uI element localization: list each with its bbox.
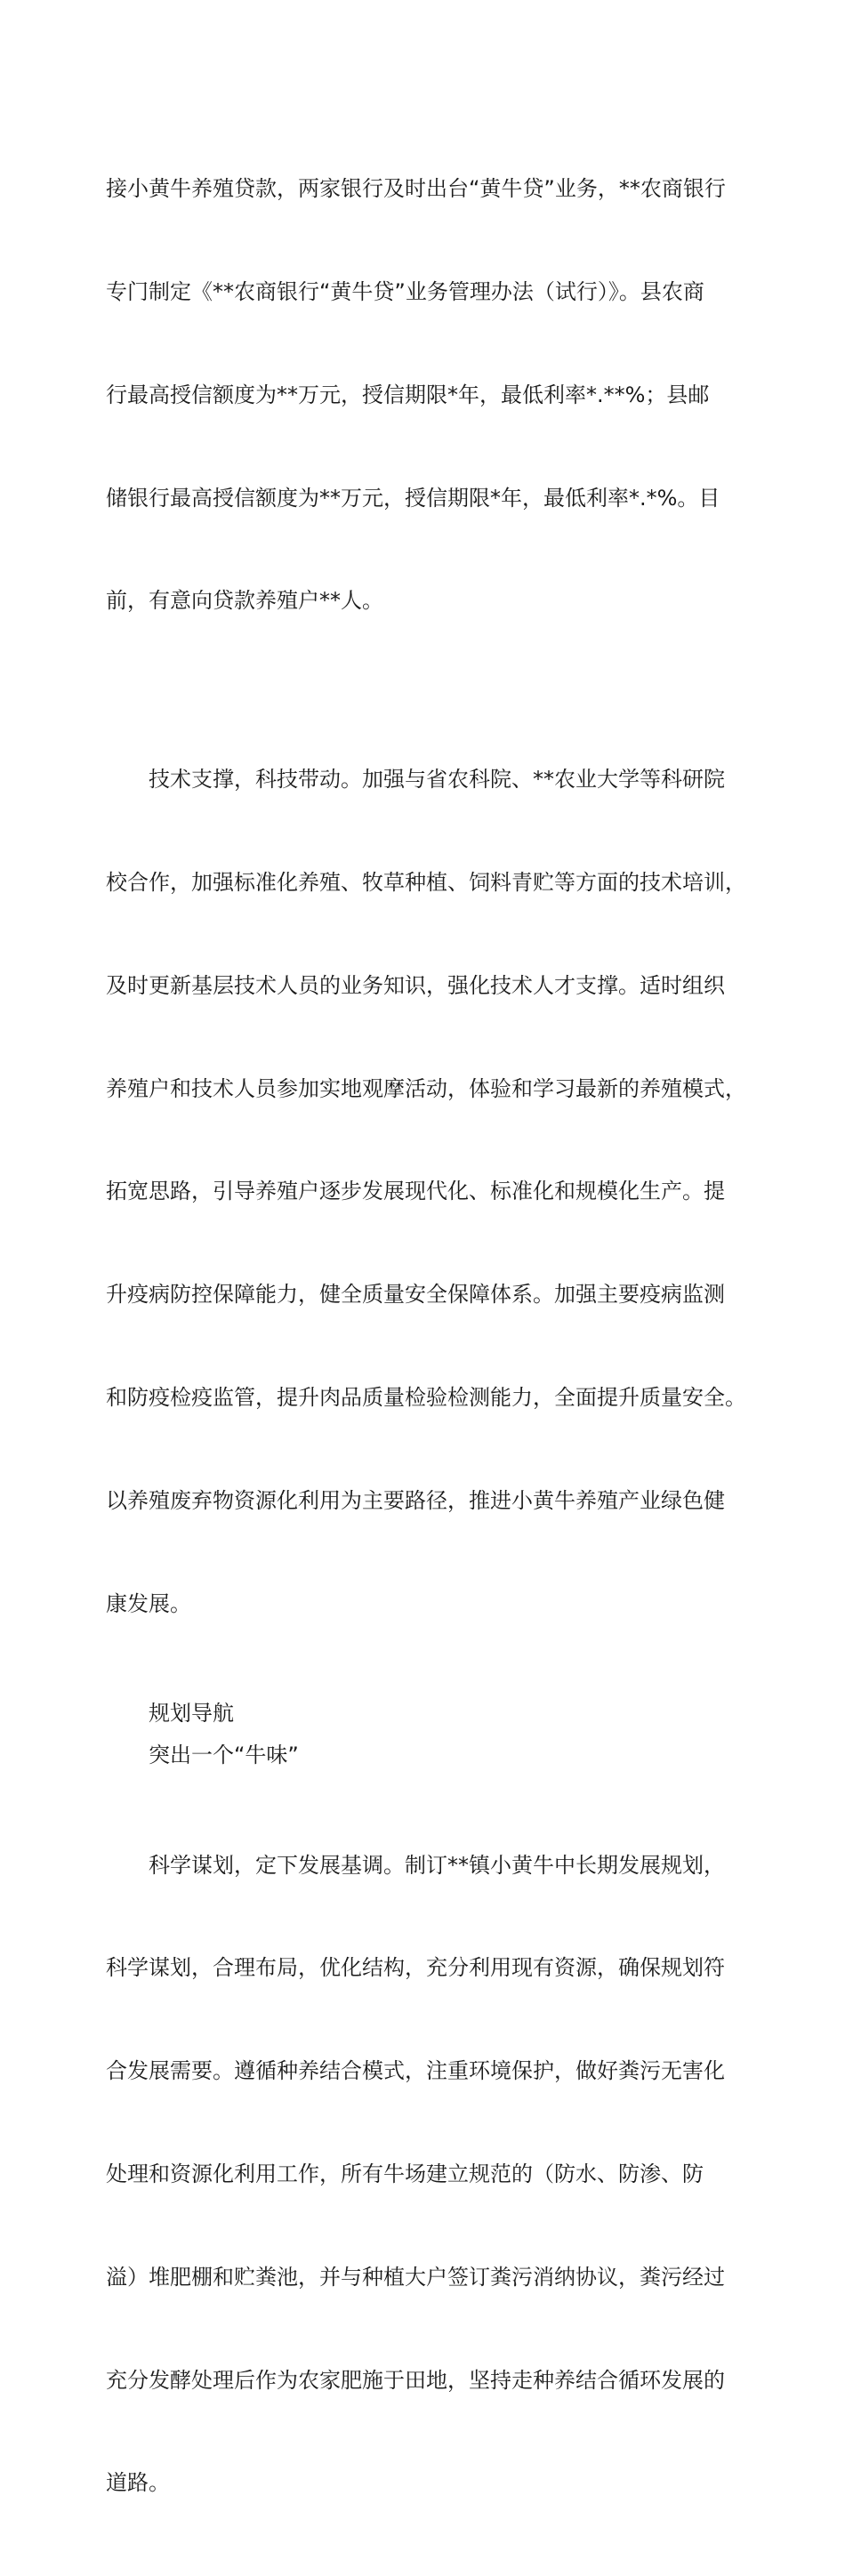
text-line: 以养殖废弃物资源化利用为主要路径，推进小黄牛养殖产业绿色健	[106, 1487, 725, 1513]
text-line: 溢）堆肥棚和贮粪池，并与种植大户签订粪污消纳协议，粪污经过	[106, 2264, 725, 2290]
section-heading-highlight: 突出一个“牛味”	[149, 1742, 299, 1767]
text-line: 升疫病防控保障能力，健全质量安全保障体系。加强主要疫病监测	[106, 1282, 725, 1308]
text-line: 科学谋划，定下发展基调。制订**镇小黄牛中长期发展规划，	[149, 1852, 725, 1878]
paragraph-scientific-planning	[106, 1780, 766, 2570]
text-line: 充分发酵处理后作为农家肥施于田地，坚持走种养结合循环发展的	[106, 2367, 725, 2393]
document-page	[106, 103, 766, 2576]
text-line: 康发展。	[106, 1590, 191, 1616]
text-line: 前，有意向贷款养殖户**人。	[106, 588, 383, 614]
text-line: 技术支撑，科技带动。加强与省农科院、**农业大学等科研院	[149, 767, 725, 793]
text-line: 储银行最高授信额度为**万元，授信期限*年，最低利率*.*%。目	[106, 485, 720, 511]
text-line: 处理和资源化利用工作，所有牛场建立规范的（防水、防渗、防	[106, 2161, 704, 2187]
text-line: 校合作，加强标准化养殖、牧草种植、饲料青贮等方面的技术培训，	[106, 870, 746, 896]
text-line: 拓宽思路，引导养殖户逐步发展现代化、标准化和规模化生产。提	[106, 1179, 725, 1204]
text-line: 和防疫检疫监管，提升肉品质量检验检测能力，全面提升质量安全。	[106, 1384, 746, 1410]
text-line: 道路。	[106, 2470, 170, 2496]
section-heading-planning: 规划导航	[149, 1701, 234, 1727]
text-line: 行最高授信额度为**万元，授信期限*年，最低利率*.**%；县邮	[106, 382, 710, 407]
text-line: 及时更新基层技术人员的业务知识，强化技术人才支撑。适时组织	[106, 972, 725, 998]
text-line: 科学谋划，合理布局，优化结构，充分利用现有资源，确保规划符	[106, 1955, 725, 1981]
text-line: 养殖户和技术人员参加实地观摩活动，体验和学习最新的养殖模式，	[106, 1075, 746, 1101]
text-line: 专门制定《**农商银行“黄牛贷”业务管理办法（试行）》。县农商	[106, 278, 704, 304]
text-line: 接小黄牛养殖贷款，两家银行及时出台“黄牛贷”业务，**农商银行	[106, 176, 726, 202]
text-line: 合发展需要。遵循种养结合模式，注重环境保护，做好粪污无害化	[106, 2058, 725, 2084]
paragraph-tech-support	[106, 694, 766, 1689]
paragraph-loan-policy	[106, 103, 766, 687]
